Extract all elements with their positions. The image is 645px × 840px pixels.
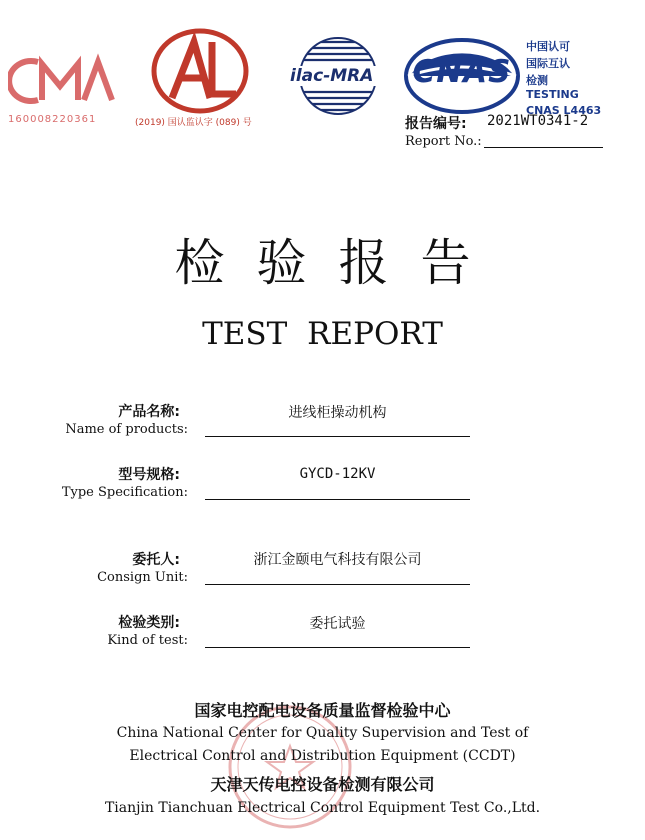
cnas-mark: CNAS xyxy=(412,54,512,90)
footer-center-en-1: China National Center for Quality Supervision and Test of xyxy=(116,725,529,741)
field-kind-value: 委托试验 xyxy=(309,616,366,632)
report-no-value: 2021WT0341-2 xyxy=(487,113,589,129)
footer-company-cn: 天津天传电控设备检测有限公司 xyxy=(210,775,435,794)
title-cn: 检验报告 xyxy=(174,234,503,292)
title-en: TEST REPORT xyxy=(202,316,443,352)
field-consign-label-cn: 委托人: xyxy=(132,552,180,568)
field-type-label-en: Type Specification: xyxy=(61,485,188,500)
cnas-side-text-2: 国际互认 xyxy=(526,57,570,70)
field-type-value: GYCD-12KV xyxy=(299,466,376,482)
field-products-label-en: Name of products: xyxy=(65,422,188,437)
cma-logo-icon xyxy=(8,50,118,110)
cal-logo-icon xyxy=(150,28,250,114)
field-products-label-cn: 产品名称: xyxy=(118,404,180,420)
field-consign-label-en: Consign Unit: xyxy=(97,570,188,585)
footer-company-en: Tianjin Tianchuan Electrical Control Equipment Test Co.,Ltd. xyxy=(104,800,541,816)
footer-center-cn: 国家电控配电设备质量监督检验中心 xyxy=(194,701,451,720)
field-products-underline xyxy=(205,436,470,437)
cal-number: (2019) 国认监认字 (089) 号 xyxy=(135,118,252,128)
field-consign-underline xyxy=(205,584,470,585)
report-no-label-en: Report No.: xyxy=(405,134,482,149)
field-type-label-cn: 型号规格: xyxy=(118,467,180,483)
report-no-underline xyxy=(484,147,603,148)
footer-center-en-2: Electrical Control and Distribution Equipment (CCDT) xyxy=(129,748,516,764)
field-products-value: 进线柜操动机构 xyxy=(288,405,387,421)
cma-number: 160008220361 xyxy=(8,114,97,125)
cnas-side-text-5: CNAS L4463 xyxy=(526,104,602,117)
cnas-side-text-1: 中国认可 xyxy=(526,40,570,53)
field-kind-label-cn: 检验类别: xyxy=(118,615,180,631)
field-type-underline xyxy=(205,499,470,500)
ilac-mra-mark: ilac-MRA xyxy=(290,66,374,86)
cnas-side-text-3: 检测 xyxy=(526,74,548,87)
report-no-label-cn: 报告编号: xyxy=(405,116,467,132)
field-consign-value: 浙江金颐电气科技有限公司 xyxy=(253,552,422,568)
field-kind-underline xyxy=(205,647,470,648)
cnas-side-text-4: TESTING xyxy=(526,88,579,101)
field-kind-label-en: Kind of test: xyxy=(107,633,188,648)
